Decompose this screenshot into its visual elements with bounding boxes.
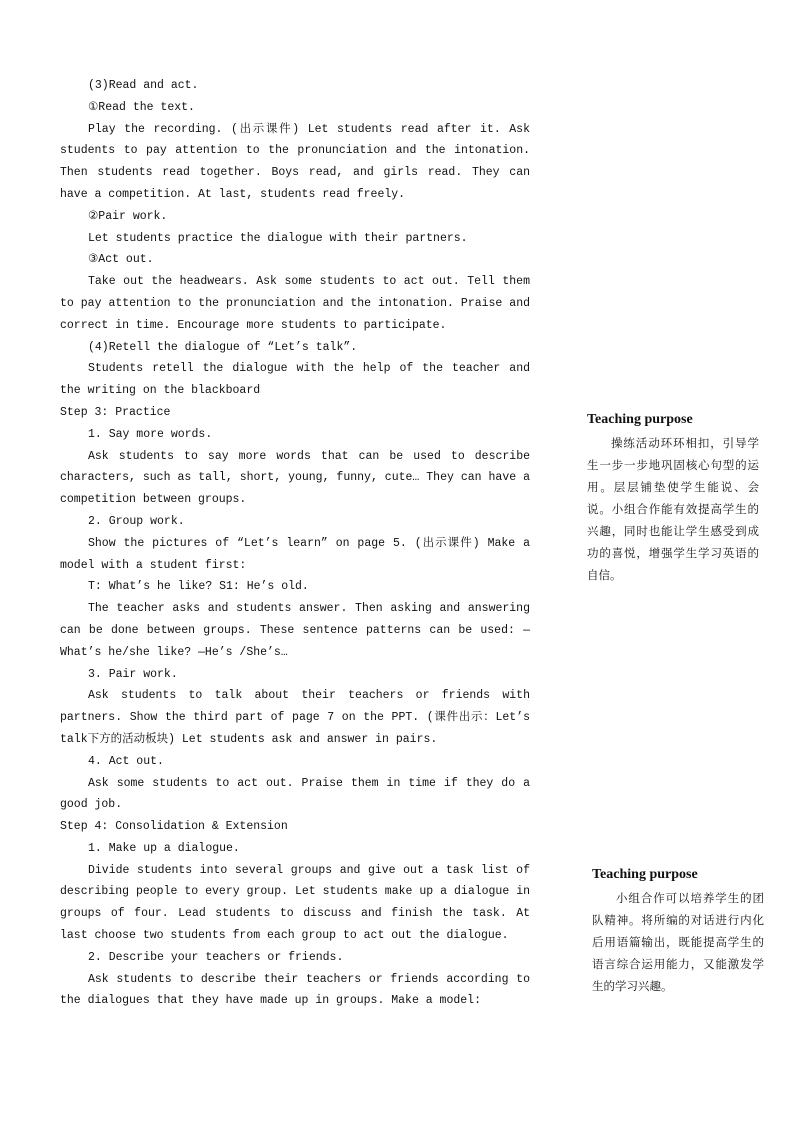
subheading-act-out: ③Act out.	[88, 253, 154, 267]
side-note-teaching-purpose-2	[592, 865, 764, 997]
paragraph: Ask students to describe their teachers or friends according to the dialogues that they have made up in groups. Make a model:	[60, 972, 530, 1008]
lesson-body	[60, 75, 530, 1012]
subheading-group-work: 2. Group work.	[88, 514, 185, 528]
side-note-title: Teaching purpose	[587, 412, 693, 427]
step-3-heading: Step 3: Practice	[60, 405, 171, 419]
paragraph: Play the recording. (出示课件) Let students read after it. Ask students to pay attention to the pronunciation and the intonation. Then students read together. Boys read, and girls read. They can have a competition. At last, students read freely.	[60, 122, 530, 201]
subheading-make-up-dialogue: 1. Make up a dialogue.	[88, 841, 240, 855]
paragraph: Ask some students to act out. Praise them in time if they do a good job.	[60, 776, 530, 812]
paragraph: Ask students to talk about their teachers or friends with partners. Show the third part of page 7 on the PPT. (课件出示：Let’s talk下方的活动板块) Let students ask and answer in pairs.	[60, 689, 530, 746]
subheading-act-out-2: 4. Act out.	[88, 754, 164, 768]
side-note-teaching-purpose-1	[587, 410, 759, 586]
subheading-read-the-text: ①Read the text.	[88, 100, 195, 114]
step-4-heading: Step 4: Consolidation & Extension	[60, 820, 288, 834]
dialogue-example: T: What’s he like? S1: He’s old.	[88, 580, 309, 594]
side-note-title: Teaching purpose	[592, 867, 698, 882]
paragraph: The teacher asks and students answer. Then asking and answering can be done between groups. These sentence patterns can be used: —What’s he/she like? —He’s /She’s…	[60, 602, 530, 659]
paragraph: Show the pictures of “Let’s learn” on page 5. (出示课件) Make a model with a student first:	[60, 536, 530, 572]
subheading-pair-work: ②Pair work.	[88, 209, 168, 223]
heading-read-and-act: (3)Read and act.	[88, 79, 199, 92]
paragraph: Students retell the dialogue with the help of the teacher and the writing on the blackboard	[60, 362, 530, 398]
heading-retell: (4)Retell the dialogue of “Let’s talk”.	[88, 340, 358, 354]
side-note-text: 小组合作可以培养学生的团队精神。将所编的对话进行内化后用语篇输出，既能提高学生的语言综合运用能力，又能激发学生的学习兴趣。	[592, 891, 764, 993]
subheading-pair-work-2: 3. Pair work.	[88, 667, 178, 681]
side-note-text: 操练活动环环相扣，引导学生一步一步地巩固核心句型的运用。层层铺垫使学生能说、会说。小组合作能有效提高学生的兴趣，同时也能让学生感受到成功的喜悦，增强学生学习英语的自信。	[587, 436, 759, 582]
paragraph: Ask students to say more words that can be used to describe characters, such as tall, short, young, funny, cute… They can have a competition between groups.	[60, 449, 530, 507]
paragraph: Divide students into several groups and give out a task list of describing people to every group. Let students make up a dialogue in groups of four. Lead students to discuss and finish the task. At last choose two students from each group to act out the dialogue.	[60, 863, 530, 943]
paragraph: Let students practice the dialogue with their partners.	[88, 231, 468, 245]
paragraph: Take out the headwears. Ask some students to act out. Tell them to pay attention to the pronunciation and the intonation. Praise and correct in time. Encourage more students to participate.	[60, 275, 530, 332]
subheading-say-more-words: 1. Say more words.	[88, 427, 213, 441]
subheading-describe: 2. Describe your teachers or friends.	[88, 950, 344, 964]
